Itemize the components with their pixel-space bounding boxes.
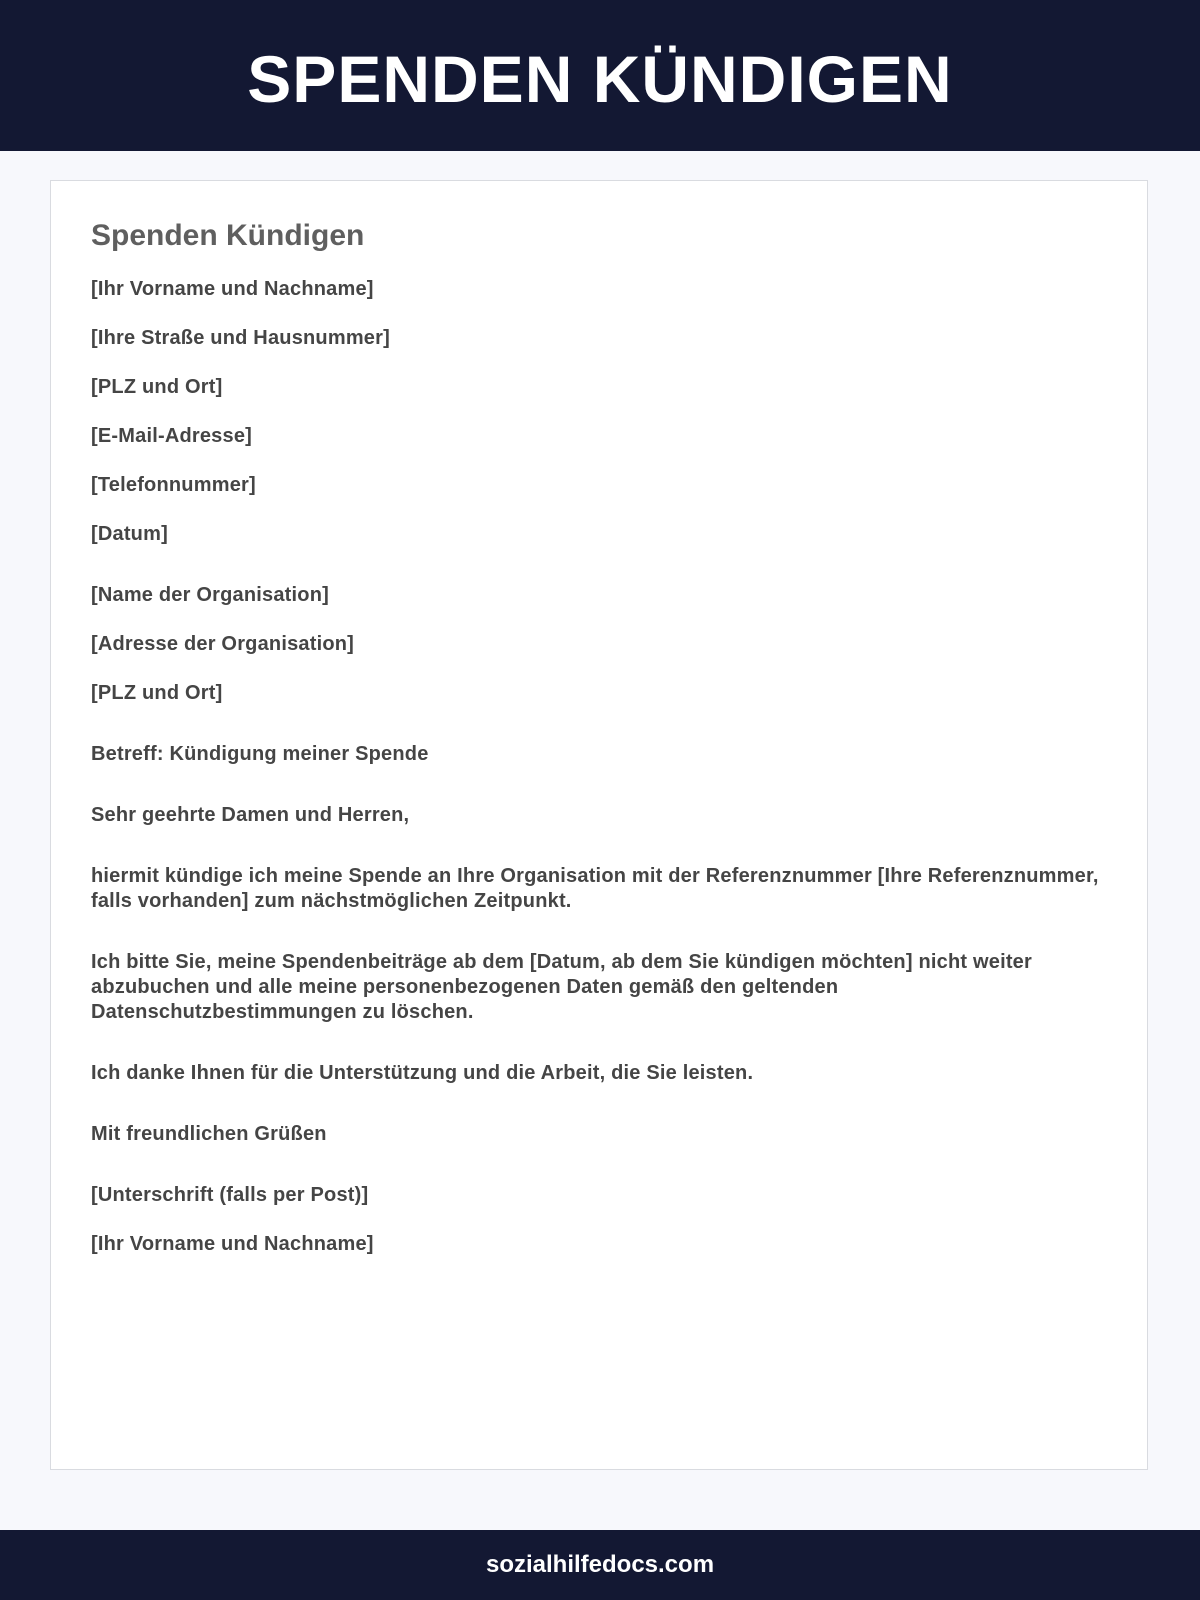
letter-closing: Mit freundlichen Grüßen [91,1123,327,1145]
sender-email: [E-Mail-Adresse] [91,425,253,447]
letter-salutation: Sehr geehrte Damen und Herren, [91,804,410,826]
signature-placeholder: [Unterschrift (falls per Post)] [91,1184,369,1206]
letter-subject: Betreff: Kündigung meiner Spende [91,743,429,765]
page-header [0,0,1200,151]
letter-date: [Datum] [91,523,168,545]
letter-paragraph: Ich bitte Sie, meine Spendenbeiträge ab dem [Datum, ab dem Sie kündigen möchten] nicht weiter abzubuchen und alle meine personenbezogenen Daten gemäß den geltenden Datenschutzbestimmungen zu löschen. [91,951,1032,1023]
recipient-name: [Name der Organisation] [91,584,329,606]
signature-name: [Ihr Vorname und Nachname] [91,1233,374,1255]
sender-name: [Ihr Vorname und Nachname] [91,278,374,300]
letter-paragraph: Ich danke Ihnen für die Unterstützung und die Arbeit, die Sie leisten. [91,1062,754,1084]
letter-title: Spenden Kündigen [91,219,365,252]
sender-city: [PLZ und Ort] [91,376,223,398]
page-footer [0,1530,1200,1600]
letter-card [50,180,1148,1470]
letter-paragraph: hiermit kündige ich meine Spende an Ihre Organisation mit der Referenznummer [Ihre Referenznummer, falls vorhanden] zum nächstmöglichen Zeitpunkt. [91,865,1099,912]
recipient-city: [PLZ und Ort] [91,682,223,704]
page-title: SPENDEN KÜNDIGEN [247,41,953,116]
sender-phone: [Telefonnummer] [91,474,256,496]
recipient-address: [Adresse der Organisation] [91,633,355,655]
footer-site-link[interactable]: sozialhilfedocs.com [485,1551,715,1578]
sender-street: [Ihre Straße und Hausnummer] [91,327,390,349]
